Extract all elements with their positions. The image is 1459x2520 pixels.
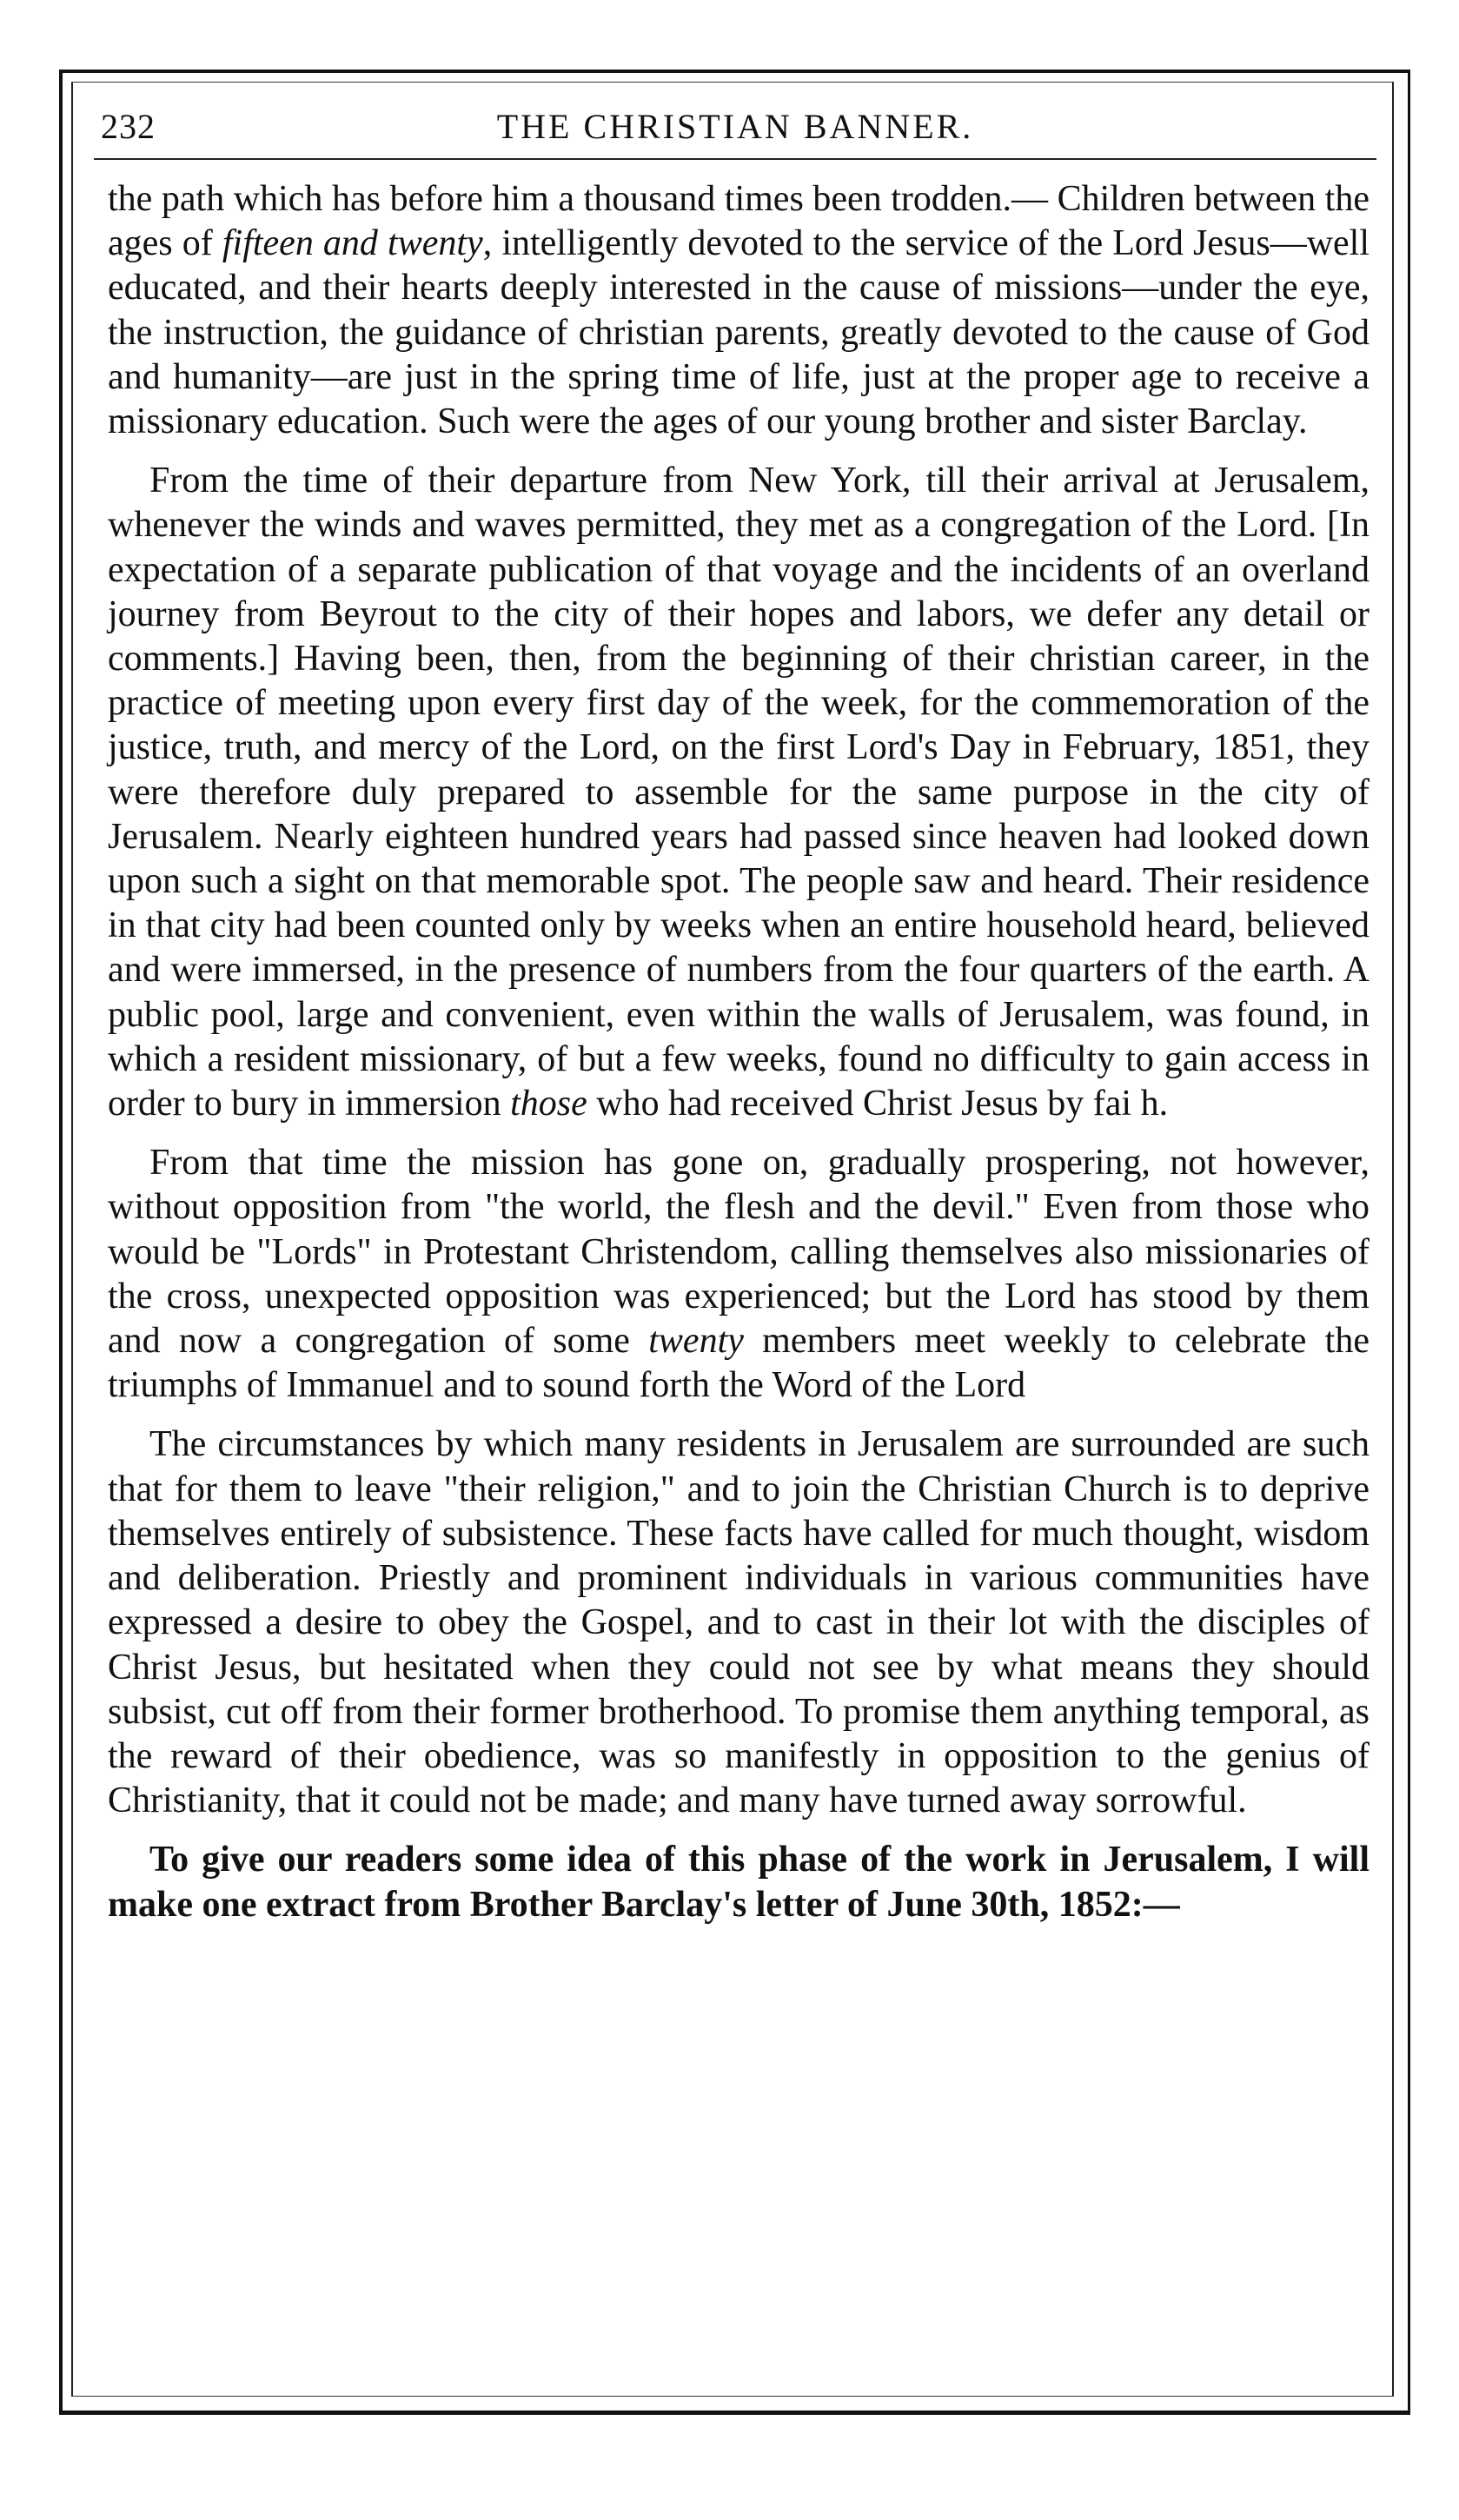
page-number: 232 (101, 107, 156, 146)
paragraph-3 (108, 1141, 1369, 1408)
paragraph-1 (108, 177, 1369, 444)
running-head-title: THE CHRISTIAN BANNER. (496, 107, 974, 146)
paragraph-4-text: The circumstances by which many residents in Jerusalem are surrounded are such that for them to leave "their religion," and to join the Christian Church is to deprive themselves entirely of subsistence. These facts have called for much thought, wisdom and deliberation. Priestly and prominent individuals in various communities have expressed a desire to obey the Gospel, and to cast in their lot with the disciples of Christ Jesus, but hesitated when they could not see by what means they should subsist, cut off from their former brotherhood. To promise them anything temporal, as the reward of their obedience, was so manifestly in opposition to the genius of Christianity, that it could not be made; and many have turned away sorrowful. (108, 1424, 1369, 1821)
paragraph-5-text: To give our readers some idea of this phase of the work in Jerusalem, I will make one extract from Brother Barclay's letter of June 30th, 1852:— (108, 1840, 1369, 1925)
paragraph-2-text-a: From the time of their departure from New York, till their arrival at Jerusalem, whenever the winds and waves permitted, they met as a congregation of the Lord. [In expectation of a separate publication of that voyage and the incidents of an overland journey from Beyrout to the city of their hopes and labors, we defer any detail or comments.] Having been, then, from the beginning of their christian career, in the practice of meeting upon every first day of the week, for the commemoration of the justice, truth, and mercy of the Lord, on the first Lord's Day in February, 1851, they were therefore duly prepared to assemble for the same purpose in the city of Jerusalem. Nearly eighteen hundred years had passed since heaven had looked down upon such a sight on that memorable spot. The people saw and heard. Their residence in that city had been counted only by weeks when an entire household heard, believed and were immersed, in the presence of numbers from the four quarters of the earth. A public pool, large and convenient, even within the walls of Jerusalem, was found, in which a resident missionary, of but a few weeks, found no difficulty to gain access in order to bury in immersion (108, 461, 1369, 1124)
paragraph-3-italic: twenty (648, 1321, 744, 1362)
paragraph-2 (108, 459, 1369, 1126)
paragraph-4 (108, 1422, 1369, 1823)
paragraph-2-text-b: who had received Christ Jesus by fai h. (587, 1084, 1169, 1124)
paragraph-3-text-a: From that time the mission has gone on, gradually prospering, not however, without opposition from "the world, the flesh and the devil." Even from those who would be "Lords" in Protestant Christendom, calling themselves also missionaries of the cross, unexpected opposition was experienced; but the Lord has stood by them and now a congregation of some (108, 1143, 1369, 1362)
article-body (108, 177, 1369, 1927)
paragraph-3-text-b: members meet weekly to celebrate the triumphs of Immanuel and to sound forth the Word of the Lord (108, 1321, 1369, 1406)
paragraph-1-text-a: the path which has before him a thousand times been trodden.— Children between the ages of (108, 179, 1369, 264)
paragraph-1-italic: fifteen and twenty (222, 223, 483, 264)
paragraph-1-text-b: , intelligently devoted to the service of the Lord Jesus—well educated, and their hearts deeply interested in the cause of missions—under the eye, the instruction, the guidance of christian parents, greatly devoted to the cause of God and humanity—are just in the spring time of life, just at the proper age to receive a missionary education. Such were the ages of our young brother and sister Barclay. (108, 223, 1370, 442)
paragraph-5 (108, 1838, 1369, 1926)
page-header (94, 96, 1376, 160)
paragraph-2-italic: those (510, 1084, 587, 1124)
